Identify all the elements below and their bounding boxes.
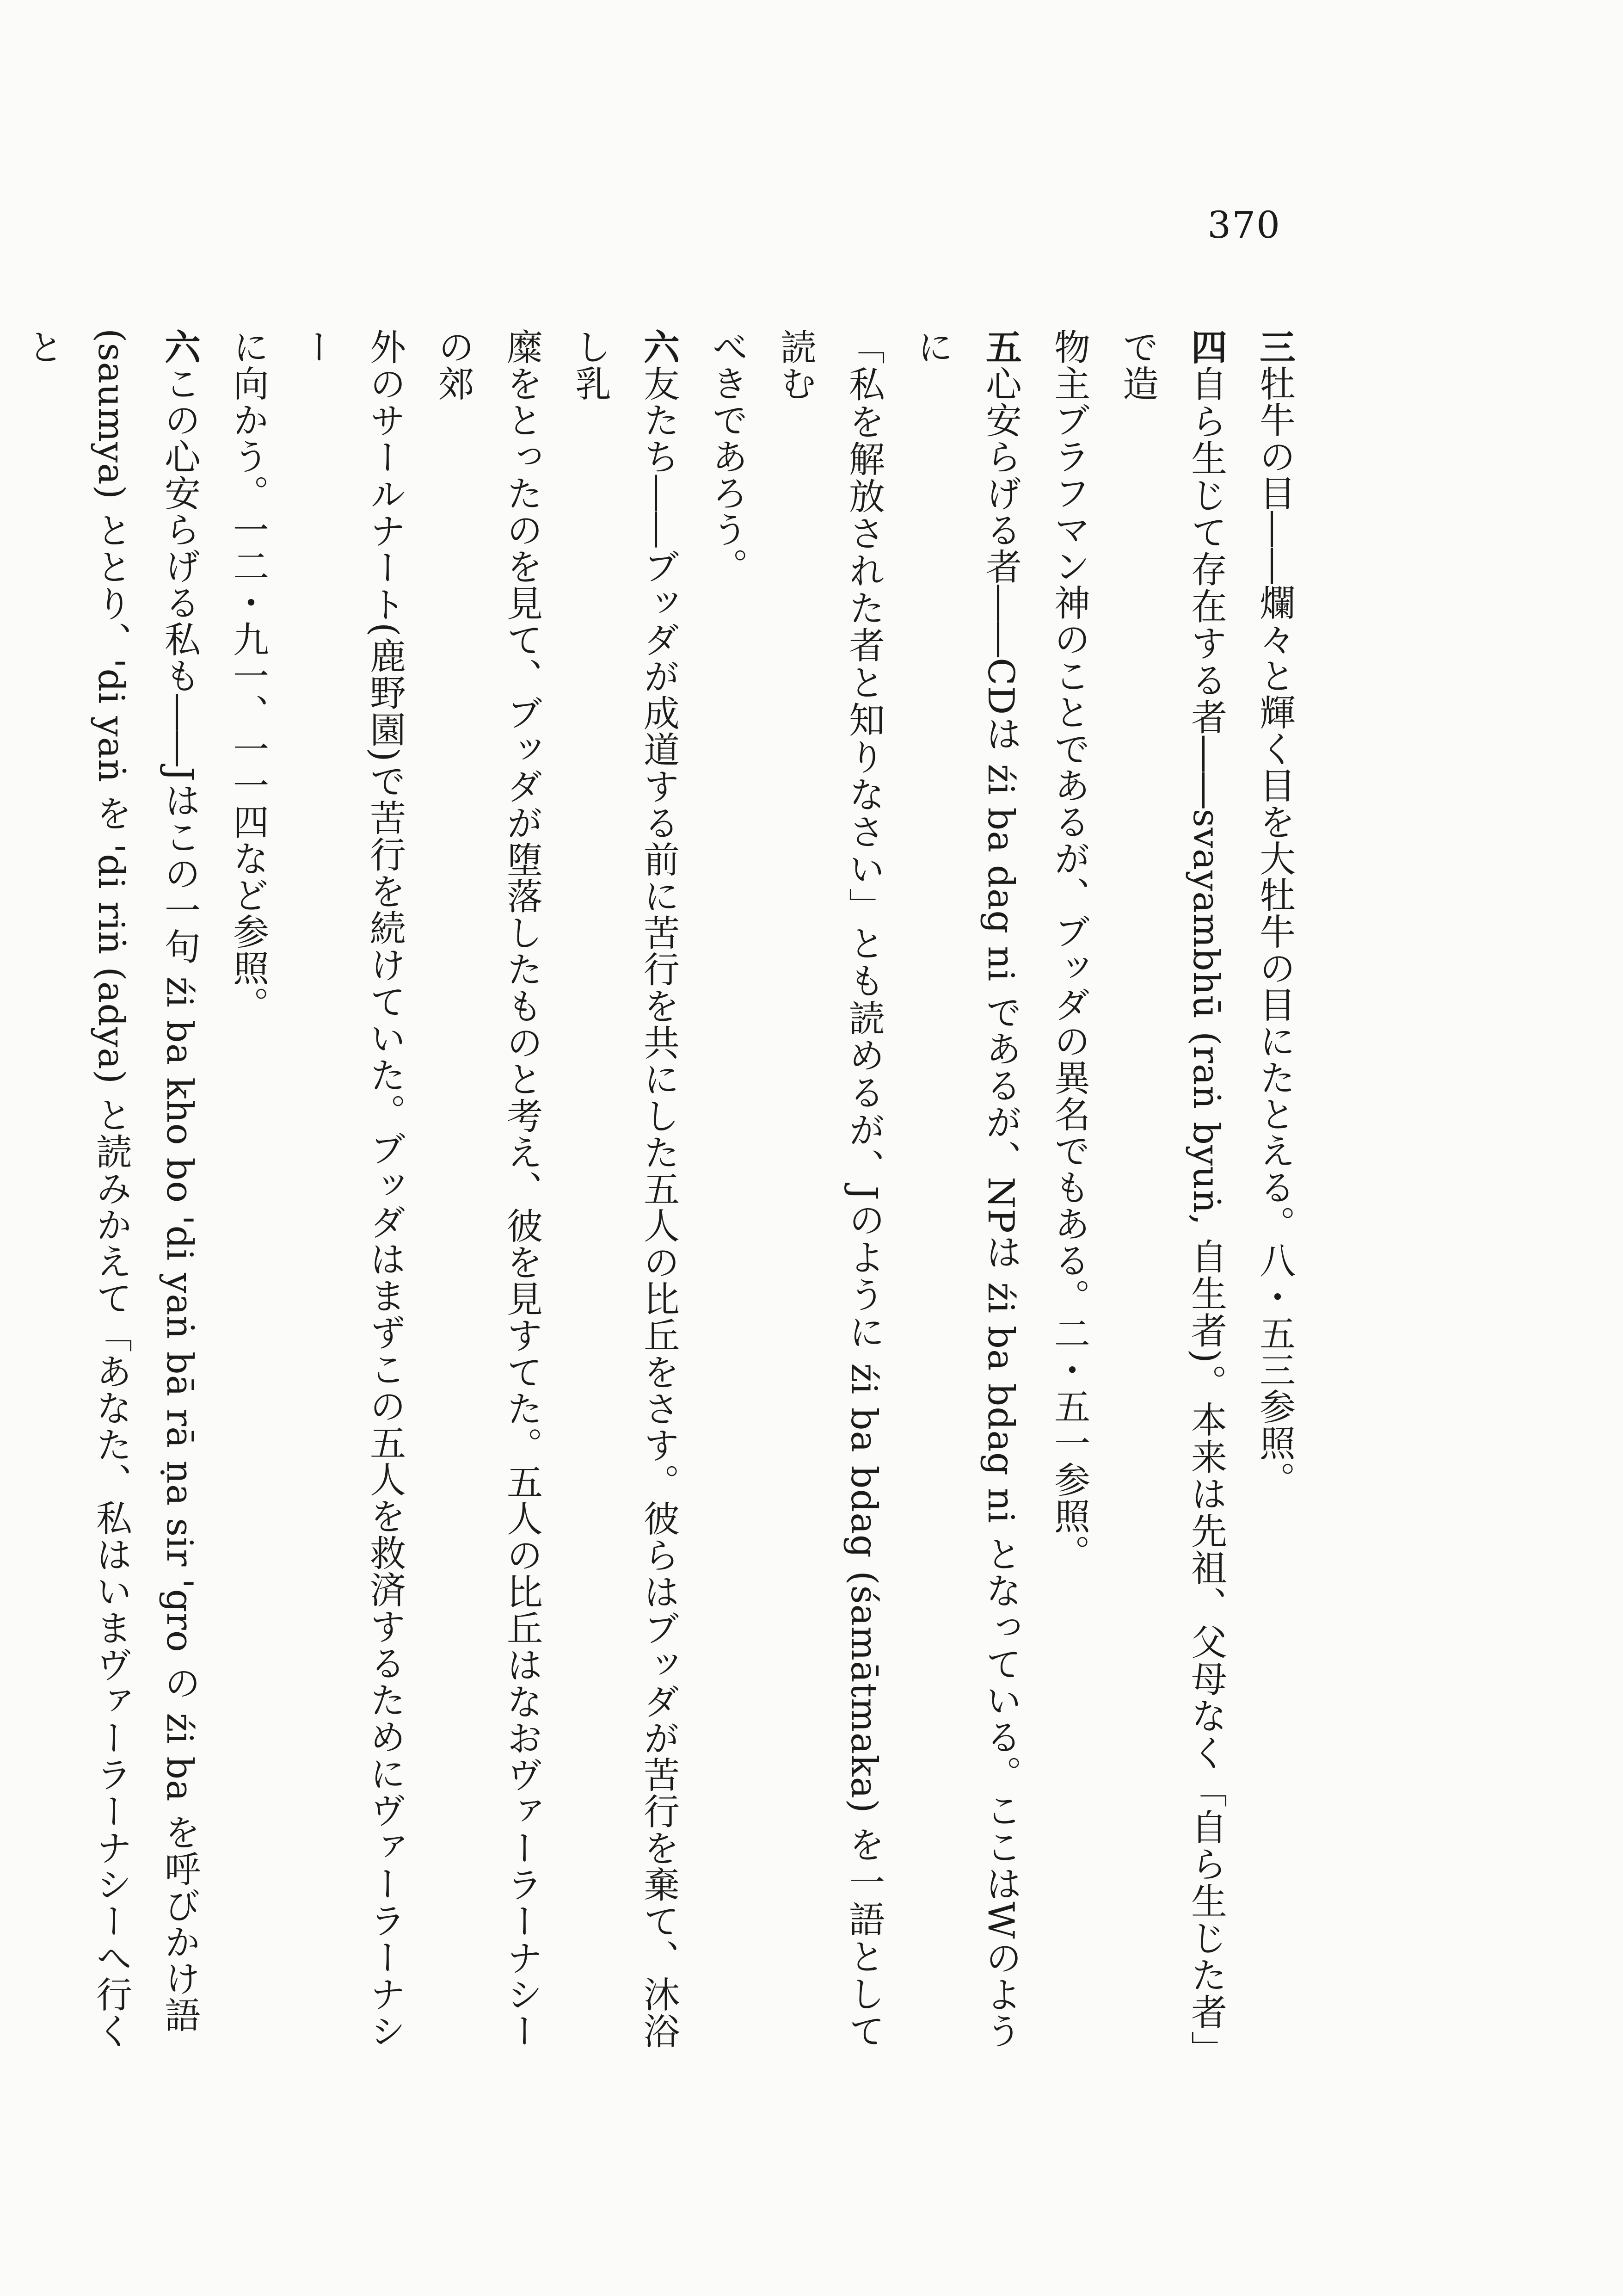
note-line: (saumya) ととり、'di yaṅ を 'di riṅ (adya) と読みかえて「あなた、私はいまヴァーラーナシーへ行くと (22, 328, 132, 2049)
note-line: 牡牛の目――爛々と輝く目を大牡牛の目にたとえる。八・五三参照。 (1254, 365, 1295, 1498)
note-number: 六 (159, 328, 201, 365)
note-line: 自ら生じて存在する者――svayambhū (raṅ byuṅ, 自生者)。本来は先祖、父母なく「自ら生じた者」で造 (1117, 328, 1227, 2049)
note-number: 四 (1185, 328, 1227, 366)
note-number: 六 (638, 328, 680, 365)
note-number: 三 (1254, 328, 1296, 365)
note-line: この心安らげる私も――Jはこの一句 źi ba kho bo 'di yaṅ bā rā ṇa sir 'gro の źi ba を呼びかけ語 (159, 365, 200, 2033)
note-line (0, 328, 31, 2049)
note-line: 外のサールナート(鹿野園)で苦行を続けていた。ブッダはまずこの五人を救済するためにヴァーラーナシー (295, 328, 406, 2049)
note-line: 友たち――ブッダが成道する前に苦行を共にした五人の比丘をさす。彼らはブッダが苦行を棄て、沐浴し乳 (569, 328, 679, 2049)
note-number: 五 (980, 328, 1022, 365)
note-line: べきであろう。 (706, 328, 748, 584)
note-line: 心安らげる者――CDは źi ba dag ni であるが、NPは źi ba bdag ni となっている。ここはWのように (911, 328, 1021, 2049)
notes-column (22, 328, 1309, 2049)
note-6a (214, 328, 693, 2049)
page-number: 370 (1207, 204, 1281, 247)
note-line: に向かう。一二・九一、一一四など参照。 (227, 328, 269, 1023)
note-line: 「私を解放された者と知りなさい」とも読めるが、Jのように źi ba bdag (śamātmaka) を一語として読む (775, 328, 885, 2049)
note-line: 糜をとったのを見て、ブッダが堕落したものと考え、彼を見すてた。五人の比丘はなおヴァーラーナシーの郊 (432, 328, 542, 2049)
note-6b (0, 328, 214, 2049)
note-line: 物主ブラフマン神のことであるが、ブッダの異名でもある。二・五一参照。 (1048, 328, 1090, 1571)
note-5 (693, 328, 1035, 2049)
note-4 (1035, 328, 1240, 2049)
note-3 (1240, 328, 1309, 2049)
